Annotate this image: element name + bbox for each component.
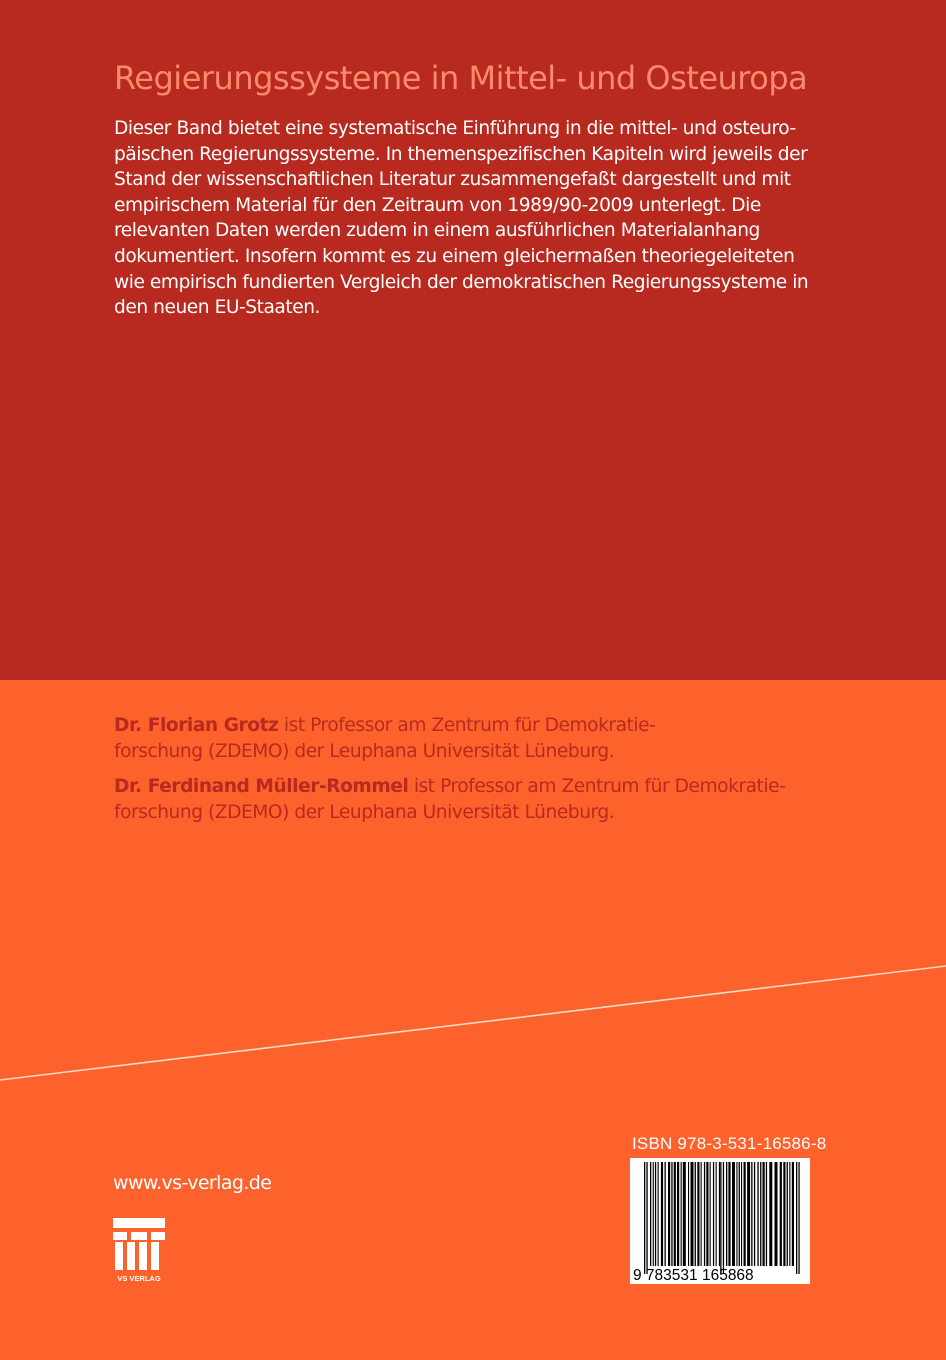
author-bio-text: ist Professor am Zentrum für Demokratie-	[408, 776, 786, 797]
barcode-bar	[701, 1162, 702, 1266]
ean13-barcode-icon	[630, 1158, 810, 1284]
barcode-box	[630, 1158, 810, 1284]
vs-verlag-logo-icon	[113, 1218, 165, 1284]
logo-text: VS VERLAG	[117, 1274, 161, 1283]
barcode-bar	[644, 1162, 645, 1274]
barcode-bar	[766, 1162, 767, 1266]
author-name: Dr. Ferdinand Müller-Rommel	[114, 776, 409, 797]
barcode-bar	[671, 1162, 672, 1266]
isbn-label: ISBN 978-3-531-16586-8	[632, 1134, 827, 1153]
barcode-bar	[697, 1162, 699, 1266]
barcode-bar	[716, 1162, 717, 1266]
barcode-bar	[754, 1162, 755, 1266]
barcode-bar	[688, 1162, 689, 1266]
barcode-bar	[691, 1162, 694, 1266]
barcode-bar	[677, 1162, 679, 1266]
barcode-bar	[668, 1162, 670, 1266]
publisher-website[interactable]: www.vs-verlag.de	[113, 1172, 272, 1194]
barcode-bar	[726, 1162, 727, 1266]
barcode-bar	[720, 1162, 721, 1274]
barcode-bar	[723, 1162, 724, 1274]
barcode-bar	[783, 1162, 785, 1266]
barcode-bar	[665, 1162, 666, 1266]
barcode-bar	[736, 1162, 737, 1266]
barcode-bar	[763, 1162, 765, 1266]
barcode-bar	[760, 1162, 761, 1266]
barcode-bar	[683, 1162, 686, 1266]
barcode-bar	[713, 1162, 714, 1266]
barcode-bar	[704, 1162, 705, 1266]
author-bio-mueller-rommel	[114, 774, 834, 825]
author-name: Dr. Florian Grotz	[114, 715, 279, 736]
barcode-bar	[757, 1162, 758, 1266]
author-bio-line	[114, 774, 834, 800]
blurb-line: päischen Regierungssysteme. In themenspezifischen Kapiteln wird jeweils der	[114, 143, 808, 165]
blurb-line: dokumentiert. Insofern kommt es zu einem gleichermaßen theoriegeleiteten	[114, 245, 795, 267]
blurb-line: empirischem Material für den Zeitraum von 1989/90-2009 unterlegt. Die	[114, 194, 761, 216]
barcode-bar	[739, 1162, 740, 1266]
blurb-line: relevanten Daten werden zudem in einem ausführlichen Materialanhang	[114, 220, 760, 242]
barcode-bar	[674, 1162, 676, 1266]
barcode-bar	[789, 1162, 790, 1266]
barcode-bar	[650, 1162, 651, 1266]
barcode-bar	[728, 1162, 730, 1266]
barcode-bar	[798, 1162, 799, 1274]
barcode-bar	[706, 1162, 708, 1266]
barcode-bar	[719, 1162, 720, 1266]
barcode-bar	[681, 1162, 682, 1266]
blurb-line: den neuen EU-Staaten.	[114, 297, 321, 319]
barcode-bar	[661, 1162, 663, 1266]
barcode-bar	[796, 1162, 797, 1274]
barcode-bar	[646, 1162, 647, 1274]
barcode-bar	[792, 1162, 794, 1266]
author-bio-line: forschung (ZDEMO) der Leuphana Universität Lüneburg.	[114, 801, 615, 823]
blurb-line: Dieser Band bietet eine systematische Einführung in die mittel- und osteuro-	[114, 118, 796, 139]
author-bio-grotz	[114, 713, 834, 764]
author-bio-text: ist Professor am Zentrum für Demokratie-	[278, 715, 656, 736]
barcode-bar	[747, 1162, 750, 1266]
barcode-bar	[710, 1162, 711, 1266]
barcode-bar	[695, 1162, 696, 1266]
barcode-bar	[744, 1162, 746, 1266]
barcode-bar	[741, 1162, 742, 1266]
barcode-bar	[780, 1162, 782, 1266]
barcode-bar	[775, 1162, 778, 1266]
barcode-bar	[732, 1162, 735, 1266]
book-blurb	[114, 116, 834, 321]
author-bio-line	[114, 713, 834, 739]
blurb-line: Stand der wissenschaftlichen Literatur zusammengefaßt dargestellt und mit	[114, 169, 791, 191]
barcode-digits: 9 783531 165868	[633, 1267, 754, 1284]
barcode-bar	[751, 1162, 752, 1266]
barcode-bar	[787, 1162, 788, 1266]
barcode-bar	[653, 1162, 654, 1266]
author-bio-line: forschung (ZDEMO) der Leuphana Universität Lüneburg.	[114, 740, 615, 762]
barcode-bar	[658, 1162, 659, 1266]
barcode-bar	[769, 1162, 772, 1266]
barcode-bar	[655, 1162, 656, 1266]
book-title: Regierungssysteme in Mittel- und Osteuropa	[114, 59, 808, 97]
blurb-line: wie empirisch fundierten Vergleich der demokratischen Regierungssysteme in	[114, 271, 809, 293]
